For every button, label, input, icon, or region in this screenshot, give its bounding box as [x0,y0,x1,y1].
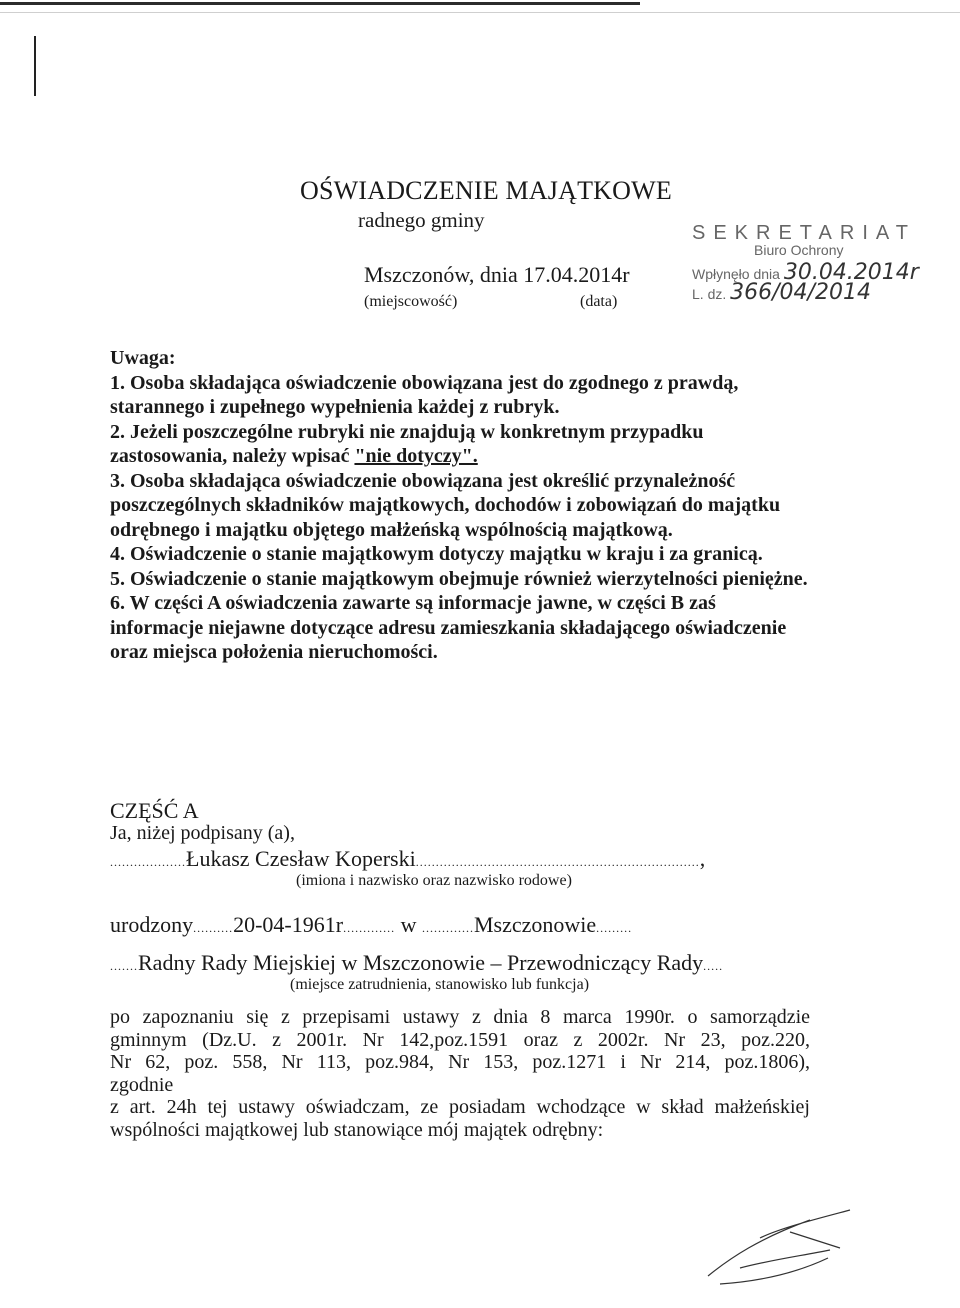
scan-edge-left [34,36,36,96]
body-line: gminnym (Dz.U. z 2001r. Nr 142,poz.1591 oraz z 2002r. Nr 23, poz.220, [110,1028,810,1051]
notes-section [110,346,810,665]
note-item-3: 3. Osoba składająca oświadczenie obowiązana jest określić przynależność poszczególnych składników majątkowych, dochodów i zobowiązań do majątku odrębnego i majątku objętego małżeńską wspólnością majątkową. [110,469,781,541]
signature-scribble [700,1198,860,1288]
declarant-name: Łukasz Czesław Koperski [186,846,416,871]
place-date-line: Mszczonów, dnia 17.04.2014r [364,262,630,287]
birth-line [110,912,632,938]
document-title: OŚWIADCZENIE MAJĄTKOWE [300,176,672,205]
stamp-ref-value: 366/04/2014 [730,280,871,305]
notes-heading: Uwaga: [110,347,176,369]
position-line [110,950,723,976]
name-caption: (imiona i nazwisko oraz nazwisko rodowe) [296,872,572,889]
received-stamp [692,222,919,305]
born-place: Mszczonowie [473,912,597,937]
name-line: ...................Łukasz Czesław Koperski......................................................................., [110,846,706,871]
position-caption: (miejsce zatrudnienia, stanowisko lub funkcja) [290,976,590,993]
dot-leader: ............. [421,921,474,935]
position-value: Radny Rady Miejskiej w Mszczonowie – Przewodniczący Rady [138,950,704,975]
document-subtitle: radnego gminy [358,208,485,232]
stamp-received-value: 30.04.2014r [783,260,919,285]
place-caption: (miejscowość) [364,293,458,310]
dot-leader: ......... [596,921,633,935]
stamp-ref-label: L. dz. [692,286,727,302]
body-line: wspólności majątkowej lub stanowiące mój majątek odrębny: [110,1118,604,1141]
dot-leader: ................... [110,855,186,869]
note-item-2 [110,420,810,469]
dot-leader: ............. [343,921,396,935]
born-date: 20-04-1961r [233,912,344,937]
stamp-ref-row [692,280,871,305]
stamp-received-label: Wpłynęło dnia [692,266,780,282]
born-in-label: w [400,912,417,937]
body-line: po zapoznaniu się z przepisami ustawy z dnia 8 marca 1990r. o samorządzie [110,1006,810,1028]
note-item-6-cont: oraz miejsca położenia nieruchomości. [110,641,438,663]
note-item-4: 4. Oświadczenie o stanie majątkowym dotyczy majątku w kraju i za granicą. [110,543,763,565]
born-label: urodzony [110,912,194,937]
note-item-6: 6. W części A oświadczenia zawarte są informacje jawne, w części B zaś informacje niejawne dotyczące adresu zamieszkania składającego oświadczenie [110,592,787,639]
dot-leader: ....... [110,959,138,973]
date-caption: (data) [580,293,618,310]
note-item-5: 5. Oświadczenie o stanie majątkowym obejmuje również wierzytelności pieniężne. [110,567,808,590]
note-item-2-emphasis: "nie dotyczy". [354,445,478,467]
declarant-intro: Ja, niżej podpisany (a), [110,822,295,844]
stamp-title: SEKRETARIAT [692,222,916,244]
dot-leader: ....................................................................... [415,855,700,869]
body-line: Nr 62, poz. 558, Nr 113, poz.984, Nr 153, poz.1271 i Nr 214, poz.1806), [110,1051,810,1074]
note-item-1: 1. Osoba składająca oświadczenie obowiązana jest do zgodnego z prawdą, starannego i zupełnego wypełnienia każdej z rubryk. [110,371,739,418]
stamp-subtitle: Biuro Ochrony [754,242,844,258]
dot-leader: .......... [193,921,234,935]
scan-edge-line [0,12,960,13]
scan-edge-top [0,2,640,5]
note-item-2-text: 2. Jeżeli poszczególne rubryki nie znajdują w konkretnym przypadku zastosowania, należy wpisać [110,420,704,467]
body-line: zgodnie [110,1073,174,1096]
dot-leader: ..... [703,959,724,973]
body-line: z art. 24h tej ustawy oświadczam, ze posiadam wchodzące w skład małżeńskiej [110,1096,810,1119]
declaration-body [110,1006,810,1142]
part-a-heading: CZĘŚĆ A [110,798,199,823]
